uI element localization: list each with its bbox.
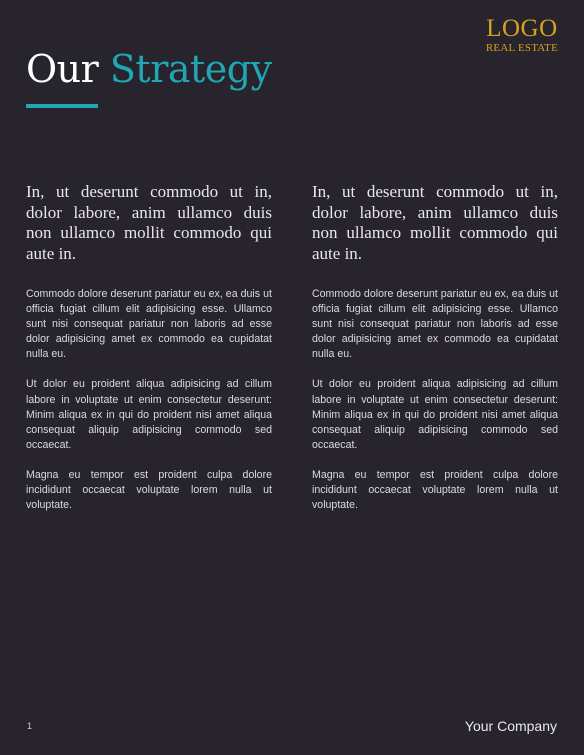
lead-paragraph: In, ut deserunt commodo ut in, dolor labore, anim ullamco duis non ullamco mollit commodo qui aute in.: [312, 182, 558, 263]
logo-subtitle: REAL ESTATE: [485, 42, 558, 54]
footer-company-name: Your Company: [464, 718, 557, 734]
title-word-our: Our: [26, 47, 99, 91]
body-paragraph: Ut dolor eu proident aliqua adipisicing ad cillum labore in voluptate ut enim consectetur deserunt: Minim aliqua ex in qui do proident nisi amet aliqua consequat aliquip adipisicing commodo sed occaecat.: [312, 378, 558, 451]
page-title: [26, 44, 272, 94]
lead-paragraph: In, ut deserunt commodo ut in, dolor labore, anim ullamco duis non ullamco mollit commodo qui aute in.: [26, 182, 272, 263]
company-logo: [486, 16, 558, 55]
body-paragraph: Commodo dolore deserunt pariatur eu ex, ea duis ut officia fugiat cillum elit adipisicing esse. Ullamco sunt nisi consequat pariatur non laboris ad esse dolor adipisicing amet ex commodo ea cupidatat nulla eu.: [312, 288, 558, 361]
title-word-strategy: Strategy: [109, 47, 272, 91]
left-column: [26, 182, 272, 513]
title-accent-underline: [26, 104, 98, 108]
body-paragraph: Magna eu tempor est proident culpa dolore incididunt occaecat voluptate lorem nulla ut voluptate.: [312, 468, 558, 512]
right-column: [312, 182, 558, 513]
body-paragraph: Magna eu tempor est proident culpa dolore incididunt occaecat voluptate lorem nulla ut voluptate.: [26, 468, 272, 512]
body-paragraph: Commodo dolore deserunt pariatur eu ex, ea duis ut officia fugiat cillum elit adipisicing esse. Ullamco sunt nisi consequat pariatur non laboris ad esse dolor adipisicing amet ex commodo ea cupidatat nulla eu.: [26, 288, 272, 361]
body-paragraph: Ut dolor eu proident aliqua adipisicing ad cillum labore in voluptate ut enim consectetur deserunt: Minim aliqua ex in qui do proident nisi amet aliqua consequat aliquip adipisicing commodo sed occaecat.: [26, 378, 272, 451]
page-number: 1: [27, 721, 33, 731]
logo-main-text: LOGO: [486, 15, 558, 42]
